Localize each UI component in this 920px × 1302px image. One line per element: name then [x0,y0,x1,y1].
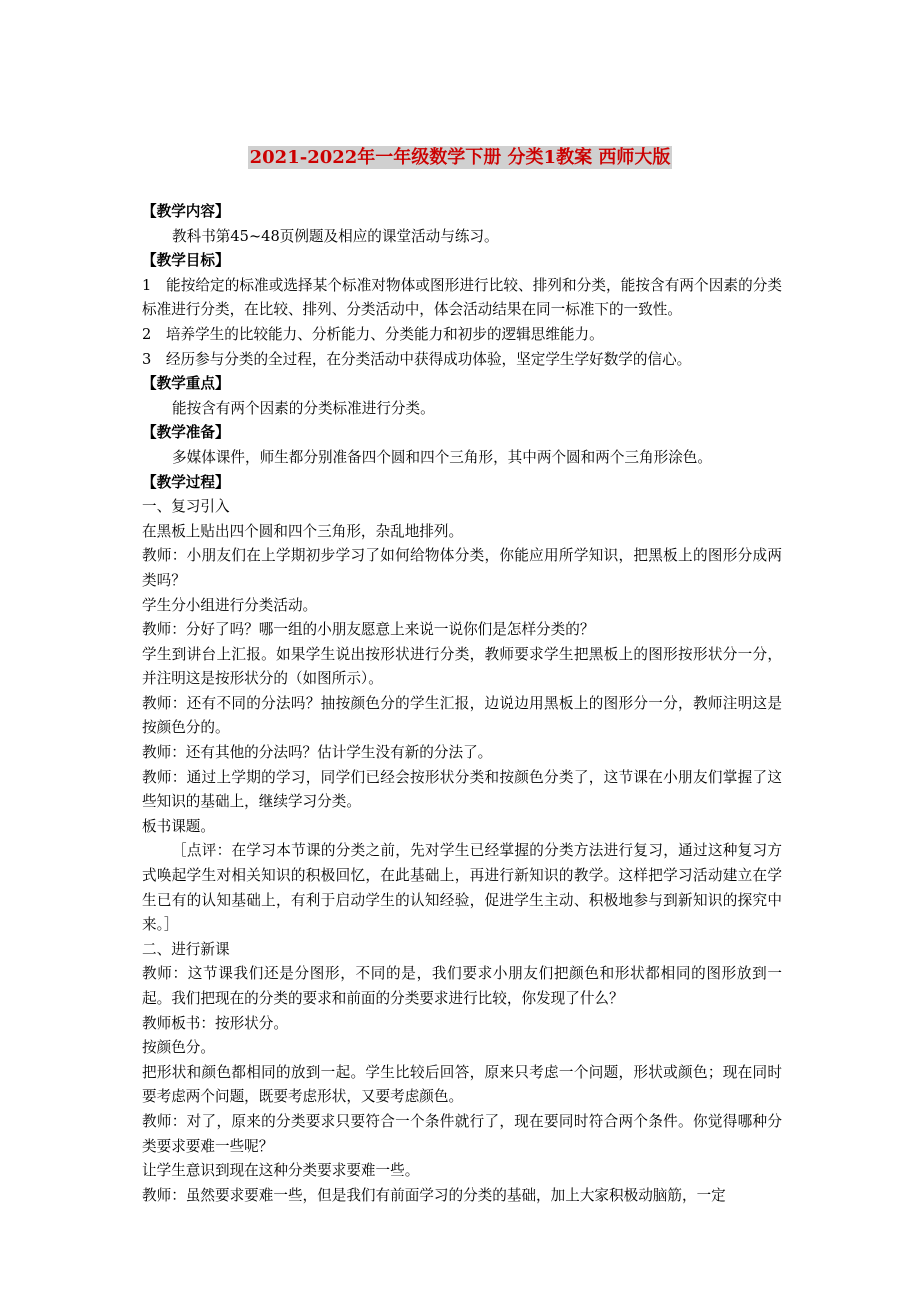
title-text: 2021-2022年一年级数学下册 分类1教案 西师大版 [249,147,671,168]
paragraph: 多媒体课件，师生都分别准备四个圆和四个三角形，其中两个圆和两个三角形涂色。 [172,448,712,466]
document-body [142,200,782,1208]
paragraph: 教师：虽然要求要难一些，但是我们有前面学习的分类的基础，加上大家积极动脑筋，一定 [142,1186,726,1204]
paragraph: 能按含有两个因素的分类标准进行分类。 [172,399,435,417]
section-heading: 【教学重点】 [142,375,230,393]
paragraph: 1 能按给定的标准或选择某个标准对物体或图形进行比较、排列和分类，能按含有两个因素的分类标准进行分类，在比较、排列、分类活动中，体会活动结果在同一标准下的一致性。 [142,276,782,319]
paragraph: 把形状和颜色都相同的放到一起。学生比较后回答，原来只考虑一个问题，形状或颜色；现在同时要考虑两个问题，既要考虑形状，又要考虑颜色。 [142,1063,782,1106]
paragraph: 学生分小组进行分类活动。 [142,596,318,614]
paragraph: 教师：对了，原来的分类要求只要符合一个条件就行了，现在要同时符合两个条件。你觉得哪种分类要求要难一些呢？ [142,1112,782,1155]
section-heading: 【教学目标】 [142,252,230,270]
section-heading: 【教学准备】 [142,424,230,442]
section-heading: 【教学内容】 [142,203,230,220]
paragraph: 3 经历参与分类的全过程，在分类活动中获得成功体验，坚定学生学好数学的信心。 [142,350,692,368]
paragraph: 教师：还有不同的分法吗？抽按颜色分的学生汇报，边说边用黑板上的图形分一分，教师注明这是按颜色分的。 [142,694,782,737]
section-heading: 【教学过程】 [142,473,230,491]
paragraph: 教科书第45~48页例题及相应的课堂活动与练习。 [172,227,499,245]
paragraph: 二、进行新课 [142,940,230,958]
paragraph: 2 培养学生的比较能力、分析能力、分类能力和初步的逻辑思维能力。 [142,325,604,343]
paragraph: ［点评：在学习本节课的分类之前，先对学生已经掌握的分类方法进行复习，通过这种复习方式唤起学生对相关知识的积极回忆，在此基础上，再进行新知识的教学。这样把学习活动建立在学生已有的认知基础上，有利于启动学生的认知经验，促进学生主动、积极地参与到新知识的探究中来。］ [142,842,782,934]
paragraph: 按颜色分。 [142,1039,215,1057]
paragraph: 让学生意识到现在这种分类要求要难一些。 [142,1162,420,1180]
paragraph: 教师：通过上学期的学习，同学们已经会按形状分类和按颜色分类了，这节课在小朋友们掌握了这些知识的基础上，继续学习分类。 [142,768,782,811]
paragraph: 教师：这节课我们还是分图形，不同的是，我们要求小朋友们把颜色和形状都相同的图形放到一起。我们把现在的分类的要求和前面的分类要求进行比较，你发现了什么？ [142,965,782,1007]
paragraph: 教师：分好了吗？哪一组的小朋友愿意上来说一说你们是怎样分类的？ [142,621,595,639]
paragraph: 板书课题。 [142,817,215,835]
paragraph: 一、复习引入 [142,498,230,516]
paragraph: 教师：还有其他的分法吗？估计学生没有新的分法了。 [142,744,493,762]
document-title [0,143,920,169]
paragraph: 学生到讲台上汇报。如果学生说出按形状进行分类，教师要求学生把黑板上的图形按形状分一分，并注明这是按形状分的（如图所示）。 [142,645,782,688]
paragraph: 教师：小朋友们在上学期初步学习了如何给物体分类，你能应用所学知识，把黑板上的图形分成两类吗？ [142,547,782,589]
paragraph: 教师板书：按形状分。 [142,1014,288,1032]
paragraph: 在黑板上贴出四个圆和四个三角形，杂乱地排列。 [142,522,464,540]
